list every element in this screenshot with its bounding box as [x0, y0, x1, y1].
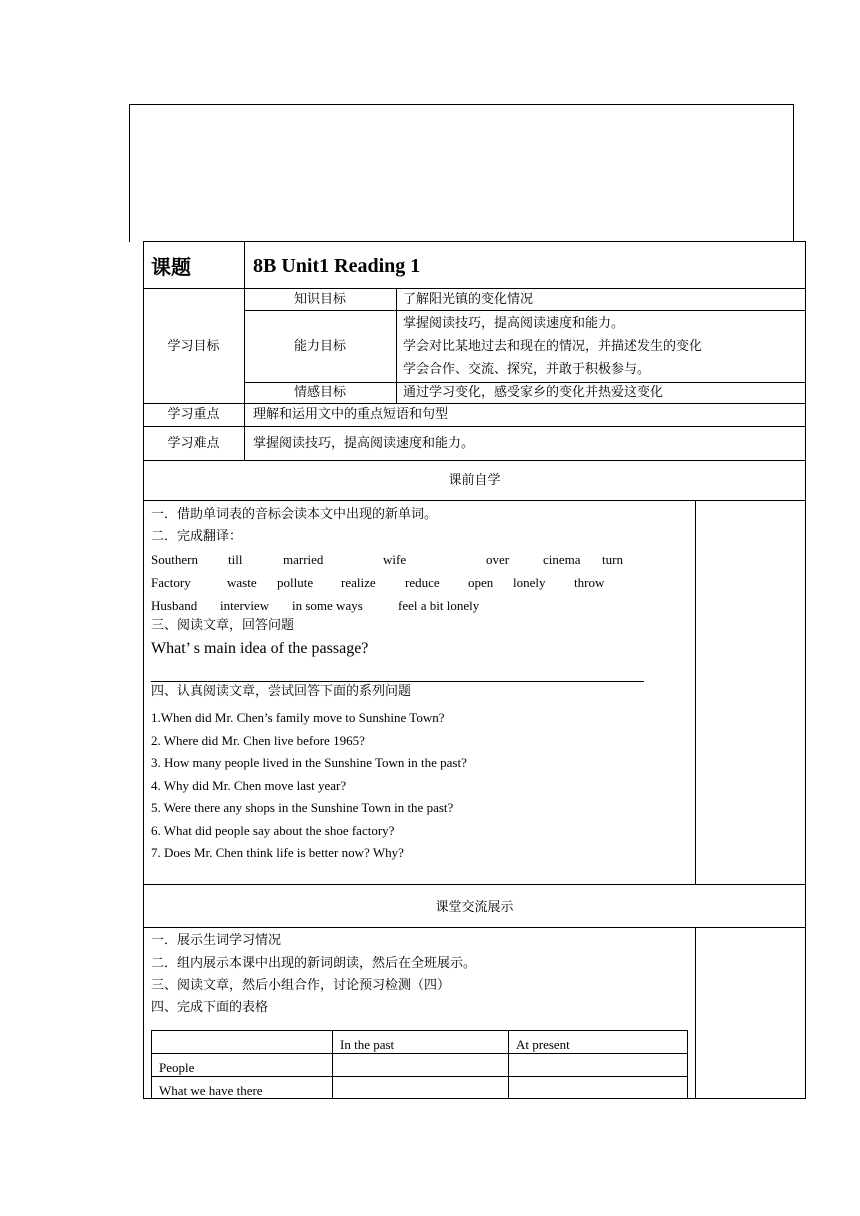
preview-item: 一．借助单词表的音标会读本文中出现的新单词。 — [151, 507, 438, 522]
table-col-divider — [332, 1030, 333, 1099]
preview-item: 三、阅读文章，回答问题 — [151, 618, 295, 633]
ability-line: 学会合作、交流、探究，并敢于积极参与。 — [403, 362, 651, 377]
classroom-item: 四、完成下面的表格 — [151, 1000, 269, 1015]
row-divider — [244, 382, 806, 383]
row-divider — [143, 500, 806, 501]
vocab-word: turn — [602, 552, 623, 567]
table-header-cell: At present — [516, 1037, 570, 1052]
table-row-divider — [151, 1053, 688, 1054]
vocab-word: Southern — [151, 552, 198, 567]
question: 1.When did Mr. Chen’s family move to Sunshine Town? — [151, 710, 445, 725]
difficult-text: 掌握阅读技巧，提高阅读速度和能力。 — [253, 436, 475, 451]
key-text: 理解和运用文中的重点短语和句型 — [253, 407, 449, 422]
vocab-word: interview — [220, 598, 270, 613]
ability-label: 能力目标 — [293, 339, 346, 354]
preview-item: 二．完成翻译： — [151, 529, 243, 544]
objectives-label: 学习目标 — [167, 339, 220, 354]
knowledge-label: 知识目标 — [293, 292, 346, 307]
col-divider — [695, 500, 696, 884]
row-divider — [143, 288, 806, 289]
question: 6. What did people say about the shoe factory? — [151, 823, 395, 838]
main-question: What’ s main idea of the passage? — [151, 640, 369, 657]
classroom-title: 课堂交流展示 — [435, 900, 514, 915]
vocab-word: throw — [574, 575, 605, 590]
vocab-word: cinema — [543, 552, 581, 567]
classroom-item: 二．组内展示本课中出现的新词朗读，然后在全班展示。 — [151, 956, 477, 971]
question: 2. Where did Mr. Chen live before 1965? — [151, 733, 365, 748]
topic-label: 课题 — [151, 255, 191, 279]
vocab-word: Husband — [151, 598, 198, 613]
table-row-divider — [151, 1076, 688, 1077]
difficult-label: 学习难点 — [167, 436, 220, 451]
question: 5. Were there any shops in the Sunshine Town in the past? — [151, 800, 454, 815]
emotion-label: 情感目标 — [293, 385, 346, 400]
vocab-word: till — [228, 552, 243, 567]
row-divider — [143, 460, 806, 461]
table-col-divider — [508, 1030, 509, 1099]
row-divider — [143, 927, 806, 928]
vocab-word: feel a bit lonely — [398, 598, 480, 613]
row-divider — [143, 884, 806, 885]
question: 3. How many people lived in the Sunshine Town in the past? — [151, 755, 467, 770]
emotion-text: 通过学习变化，感受家乡的变化并热爱这变化 — [403, 385, 664, 400]
header-box — [129, 104, 794, 242]
vocab-word: open — [468, 575, 494, 590]
answer-line — [151, 681, 644, 682]
vocab-word: pollute — [277, 575, 314, 590]
col-divider — [396, 288, 397, 403]
col-divider — [695, 927, 696, 1099]
vocab-word: reduce — [405, 575, 440, 590]
preview-item: 四、认真阅读文章，尝试回答下面的系列问题 — [151, 684, 412, 699]
table-row-label: People — [159, 1060, 195, 1075]
row-divider — [143, 403, 806, 404]
key-label: 学习重点 — [167, 407, 220, 422]
question: 4. Why did Mr. Chen move last year? — [151, 778, 347, 793]
vocab-word: in some ways — [292, 598, 363, 613]
question: 7. Does Mr. Chen think life is better now? Why? — [151, 845, 404, 860]
ability-line: 学会对比某地过去和现在的情况，并描述发生的变化 — [403, 339, 703, 354]
row-divider — [244, 310, 806, 311]
vocab-word: waste — [227, 575, 257, 590]
classroom-item: 一．展示生词学习情况 — [151, 933, 282, 948]
table-row-label: What we have there — [159, 1083, 263, 1098]
vocab-word: wife — [383, 552, 407, 567]
vocab-word: lonely — [513, 575, 546, 590]
topic-value: 8B Unit1 Reading 1 — [253, 255, 421, 277]
ability-line: 掌握阅读技巧，提高阅读速度和能力。 — [403, 316, 625, 331]
classroom-item: 三、阅读文章，然后小组合作，讨论预习检测（四） — [151, 978, 451, 993]
vocab-word: Factory — [151, 575, 191, 590]
vocab-word: realize — [341, 575, 376, 590]
row-divider — [143, 426, 806, 427]
knowledge-text: 了解阳光镇的变化情况 — [403, 292, 534, 307]
vocab-word: over — [486, 552, 510, 567]
table-header-cell: In the past — [340, 1037, 395, 1052]
vocab-word: married — [283, 552, 324, 567]
preview-title: 课前自学 — [448, 473, 501, 488]
